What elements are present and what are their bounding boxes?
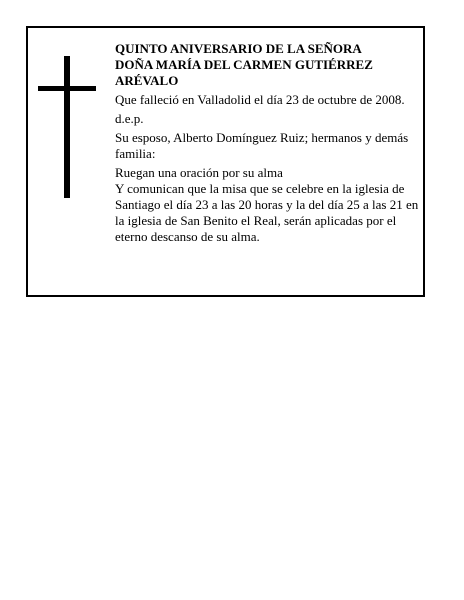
notice-heading xyxy=(115,41,421,89)
rip-paragraph: d.e.p. xyxy=(115,111,144,126)
mass-paragraph: Y comunican que la misa que se celebre en la iglesia de Santiago el día 23 a las 20 horas y la del día 25 a las 21 en la iglesia de San Benito el Real, serán aplicadas por el eterno descanso de su alma. xyxy=(115,181,419,244)
cross-vertical-bar xyxy=(64,56,70,198)
heading-line-2: DOÑA MARÍA DEL CARMEN GUTIÉRREZ xyxy=(115,57,373,72)
death-date-paragraph: Que falleció en Valladolid el día 23 de octubre de 2008. xyxy=(115,92,405,107)
notice-text xyxy=(115,41,421,245)
obituary-notice xyxy=(26,26,425,297)
cross-icon xyxy=(38,56,96,198)
family-paragraph: Su esposo, Alberto Domínguez Ruiz; hermanos y demás familia: xyxy=(115,130,409,161)
prayer-paragraph: Ruegan una oración por su alma xyxy=(115,165,283,180)
heading-line-3: ARÉVALO xyxy=(115,73,179,88)
heading-line-1: QUINTO ANIVERSARIO DE LA SEÑORA xyxy=(115,41,362,56)
cross-horizontal-bar xyxy=(38,86,96,91)
